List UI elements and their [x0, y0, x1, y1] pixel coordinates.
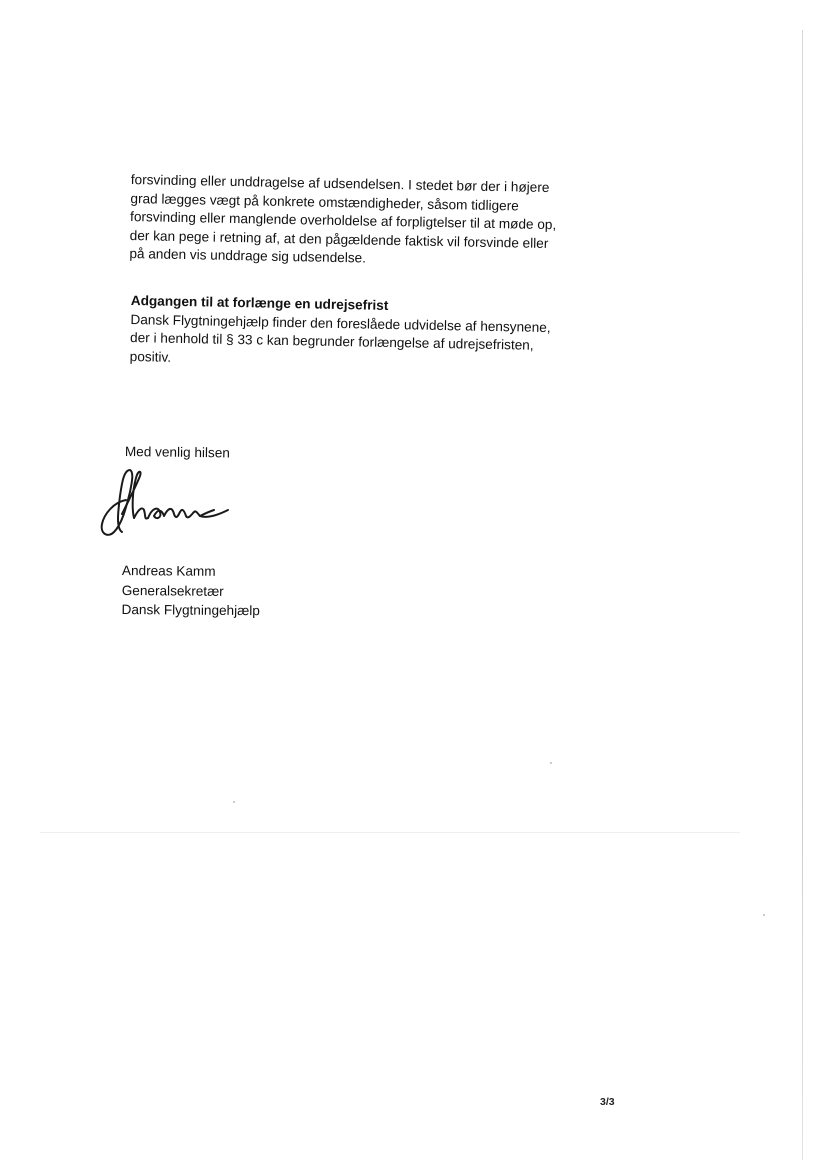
handwritten-signature: [96, 462, 256, 542]
page-number: 3/3: [600, 1096, 615, 1108]
scan-speck: [550, 762, 552, 764]
signer-title: Generalsekretær: [121, 582, 224, 599]
section-extension: [130, 292, 601, 375]
section-line: Dansk Flygtningehjælp finder den foreslåede udvidelse af hensynene,: [130, 311, 551, 335]
section-line: positiv.: [129, 348, 172, 365]
scan-speck: [233, 801, 235, 803]
scan-speck: [763, 914, 765, 916]
signer-organization: Dansk Flygtningehjælp: [121, 601, 260, 619]
signer-block: [121, 561, 260, 621]
closing-greeting: Med venlig hilsen: [124, 443, 231, 461]
section-heading: Adgangen til at forlænge en udrejsefrist: [130, 292, 389, 313]
body-line: forsvinding eller manglende overholdelse af forpligtelser til at møde op,: [129, 209, 557, 233]
scan-edge-line: [802, 30, 803, 1160]
body-line: på anden vis unddrage sig udsendelse.: [129, 246, 367, 266]
body-paragraph: [129, 171, 601, 273]
section-line: der i henhold til § 33 c kan begrunder forlængelse af udrejsefristen,: [129, 330, 534, 353]
body-line: grad lægges vægt på konkrete omstændigheder, såsom tidligere: [130, 190, 519, 214]
signer-name: Andreas Kamm: [121, 562, 216, 579]
body-line: der kan pege i retning af, at den pågældende faktisk vil forsvinde eller: [129, 227, 549, 251]
body-line: forsvinding eller unddragelse af udsendelsen. I stedet bør der i højere: [130, 171, 550, 196]
scan-fold-line: [40, 832, 740, 833]
